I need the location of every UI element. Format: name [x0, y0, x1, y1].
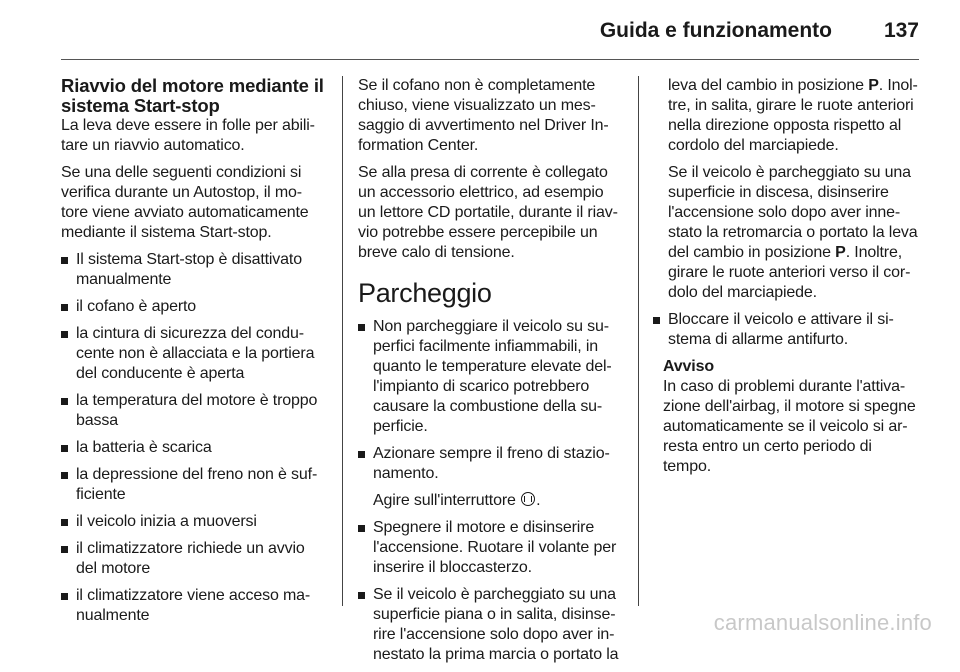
- paragraph: Se il cofano non è completamente chiuso, viene visualizzato un mes-saggio di avvertimento nel Driver In-formation Center.: [358, 77, 609, 154]
- list-item-continuation: Se il veicolo è parcheggiato su una superficie in discesa, disinserire l'accensione solo dopo aver inne-stato la retromarcia o portato la leva del cambio in posizione P. Inoltre, girare le ruote anteriori verso il cor-dolo del marciapiede.: [668, 164, 918, 301]
- bullet-square-icon: [358, 592, 365, 599]
- column-3: [653, 76, 921, 477]
- list-item: la depressione del freno non è suf-ficiente: [61, 465, 327, 505]
- bullet-square-icon: [61, 304, 68, 311]
- parking-list-continued: [358, 518, 622, 665]
- gear-position-p: P: [835, 244, 846, 261]
- section-heading-restart: Riavvio del motore mediante il sistema Start-stop: [61, 75, 324, 116]
- parking-list: [358, 317, 622, 484]
- page-header-title: Guida e funzionamento: [599, 19, 832, 42]
- header-divider: [61, 59, 919, 60]
- parking-list-final: [653, 310, 921, 350]
- list-item: Se il veicolo è parcheggiato su una superficie piana o in salita, disinse-rire l'accensione solo dopo aver in-nestato la prima marcia o portato la: [358, 585, 622, 665]
- bullet-square-icon: [61, 519, 68, 526]
- list-item: il cofano è aperto: [61, 297, 327, 317]
- bullet-square-icon: [358, 525, 365, 532]
- bullet-square-icon: [358, 451, 365, 458]
- bullet-square-icon: [61, 472, 68, 479]
- bullet-square-icon: [61, 445, 68, 452]
- list-item-continuation: Agire sull'interruttore .: [373, 492, 541, 509]
- list-item: Spegnere il motore e disinserire l'accensione. Ruotare il volante per inserire il bloccasterzo.: [358, 518, 622, 578]
- list-item: Non parcheggiare il veicolo su su-perfici facilmente infiammabili, in quanto le temperature elevate del-l'impianto di scarico potrebbero causare la combustione della su-perficie.: [358, 317, 622, 437]
- paragraph: La leva deve essere in folle per abili-tare un riavvio automatico.: [61, 117, 315, 154]
- list-item: Bloccare il veicolo e attivare il si-stema di allarme antifurto.: [653, 310, 921, 350]
- list-item: il climatizzatore richiede un avvio del motore: [61, 539, 327, 579]
- bullet-square-icon: [61, 257, 68, 264]
- list-item: Il sistema Start-stop è disattivato manualmente: [61, 250, 327, 290]
- list-item: Azionare sempre il freno di stazio-namento.: [358, 444, 622, 484]
- list-item-continuation: leva del cambio in posizione P. Inol-tre, in salita, girare le ruote anteriori nella direzione opposta rispetto al cordolo del marciapiede.: [668, 77, 918, 154]
- list-item: la temperatura del motore è troppo bassa: [61, 391, 327, 431]
- bullet-square-icon: [61, 398, 68, 405]
- paragraph: Se alla presa di corrente è collegato un accessorio elettrico, ad esempio un lettore CD portatile, durante il riav-vio potrebbe essere percepibile un breve calo di tensione.: [358, 164, 618, 261]
- column-2: [358, 76, 622, 672]
- page-number: 137: [883, 19, 919, 42]
- ignition-switch-icon: [521, 492, 535, 506]
- bullet-square-icon: [61, 331, 68, 338]
- list-item: il climatizzatore viene acceso ma-nualmente: [61, 586, 327, 626]
- section-heading-parking: Parcheggio: [358, 278, 492, 308]
- list-item: il veicolo inizia a muoversi: [61, 512, 327, 532]
- bullet-square-icon: [61, 546, 68, 553]
- bullet-square-icon: [61, 593, 68, 600]
- bullet-square-icon: [358, 324, 365, 331]
- watermark: carmanualsonline.info: [713, 610, 932, 635]
- column-1: [61, 76, 327, 633]
- bullet-square-icon: [653, 317, 660, 324]
- note-title: Avviso: [663, 358, 714, 375]
- column-divider-1: [342, 76, 343, 606]
- list-item: la cintura di sicurezza del condu-cente non è allacciata e la portiera del conducente è aperta: [61, 324, 327, 384]
- note-body: In caso di problemi durante l'attiva-zione dell'airbag, il motore si spegne automaticamente se il veicolo si ar-resta entro un certo periodo di tempo.: [663, 378, 916, 475]
- gear-position-p: P: [868, 77, 879, 94]
- paragraph: Se una delle seguenti condizioni si verifica durante un Autostop, il mo-tore viene avviato automaticamente mediante il sistema Start-stop.: [61, 164, 309, 241]
- condition-list: [61, 250, 327, 626]
- column-divider-2: [638, 76, 639, 606]
- list-item: la batteria è scarica: [61, 438, 327, 458]
